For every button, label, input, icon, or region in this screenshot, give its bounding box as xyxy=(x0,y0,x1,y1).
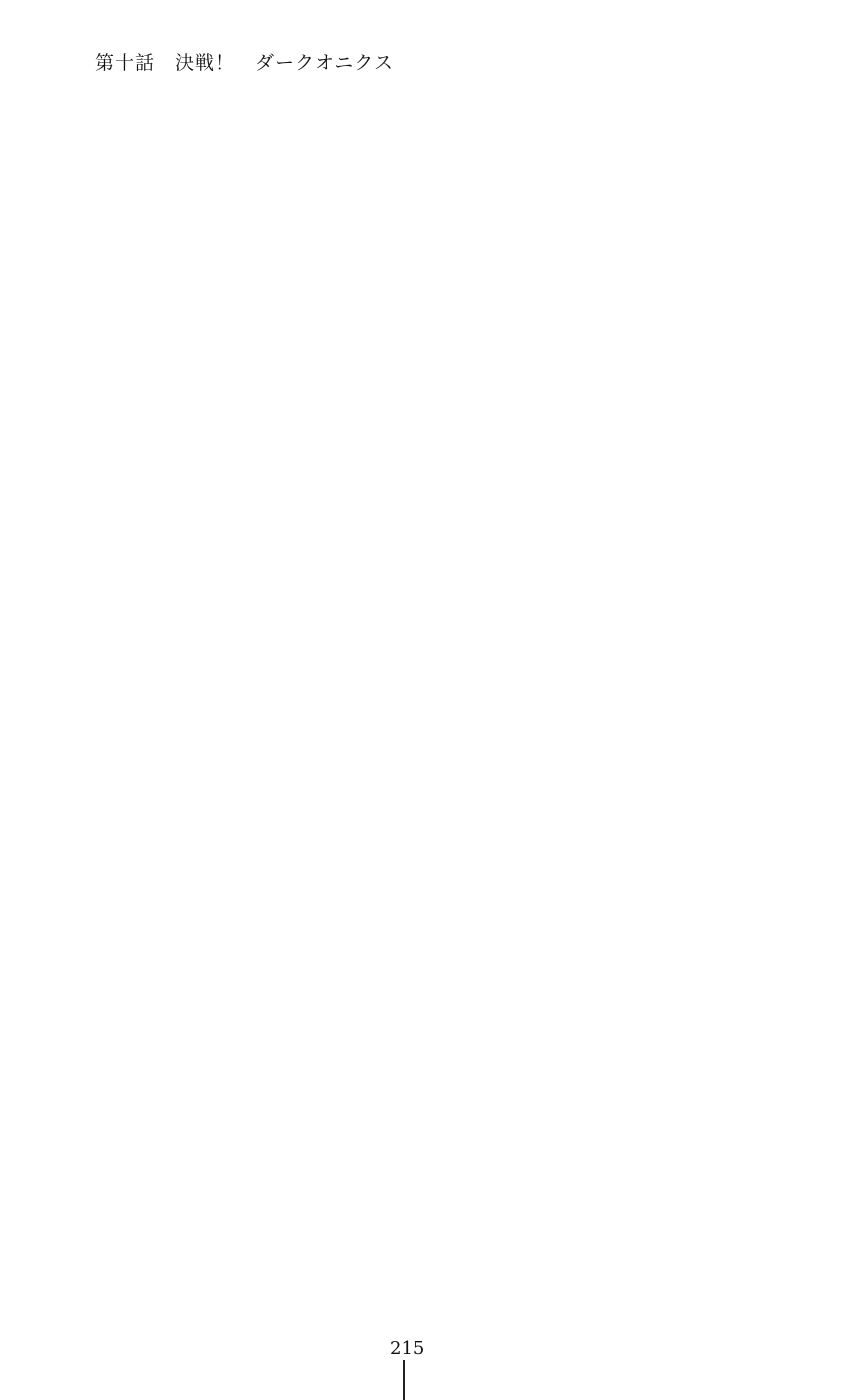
running-header: 第十話 決戦！ ダークオニクス xyxy=(95,52,395,74)
page-number: 215 xyxy=(390,1338,425,1359)
text-tier-bottom xyxy=(95,700,745,1290)
binding-mark xyxy=(403,1360,405,1400)
text-tier-top xyxy=(95,95,745,680)
